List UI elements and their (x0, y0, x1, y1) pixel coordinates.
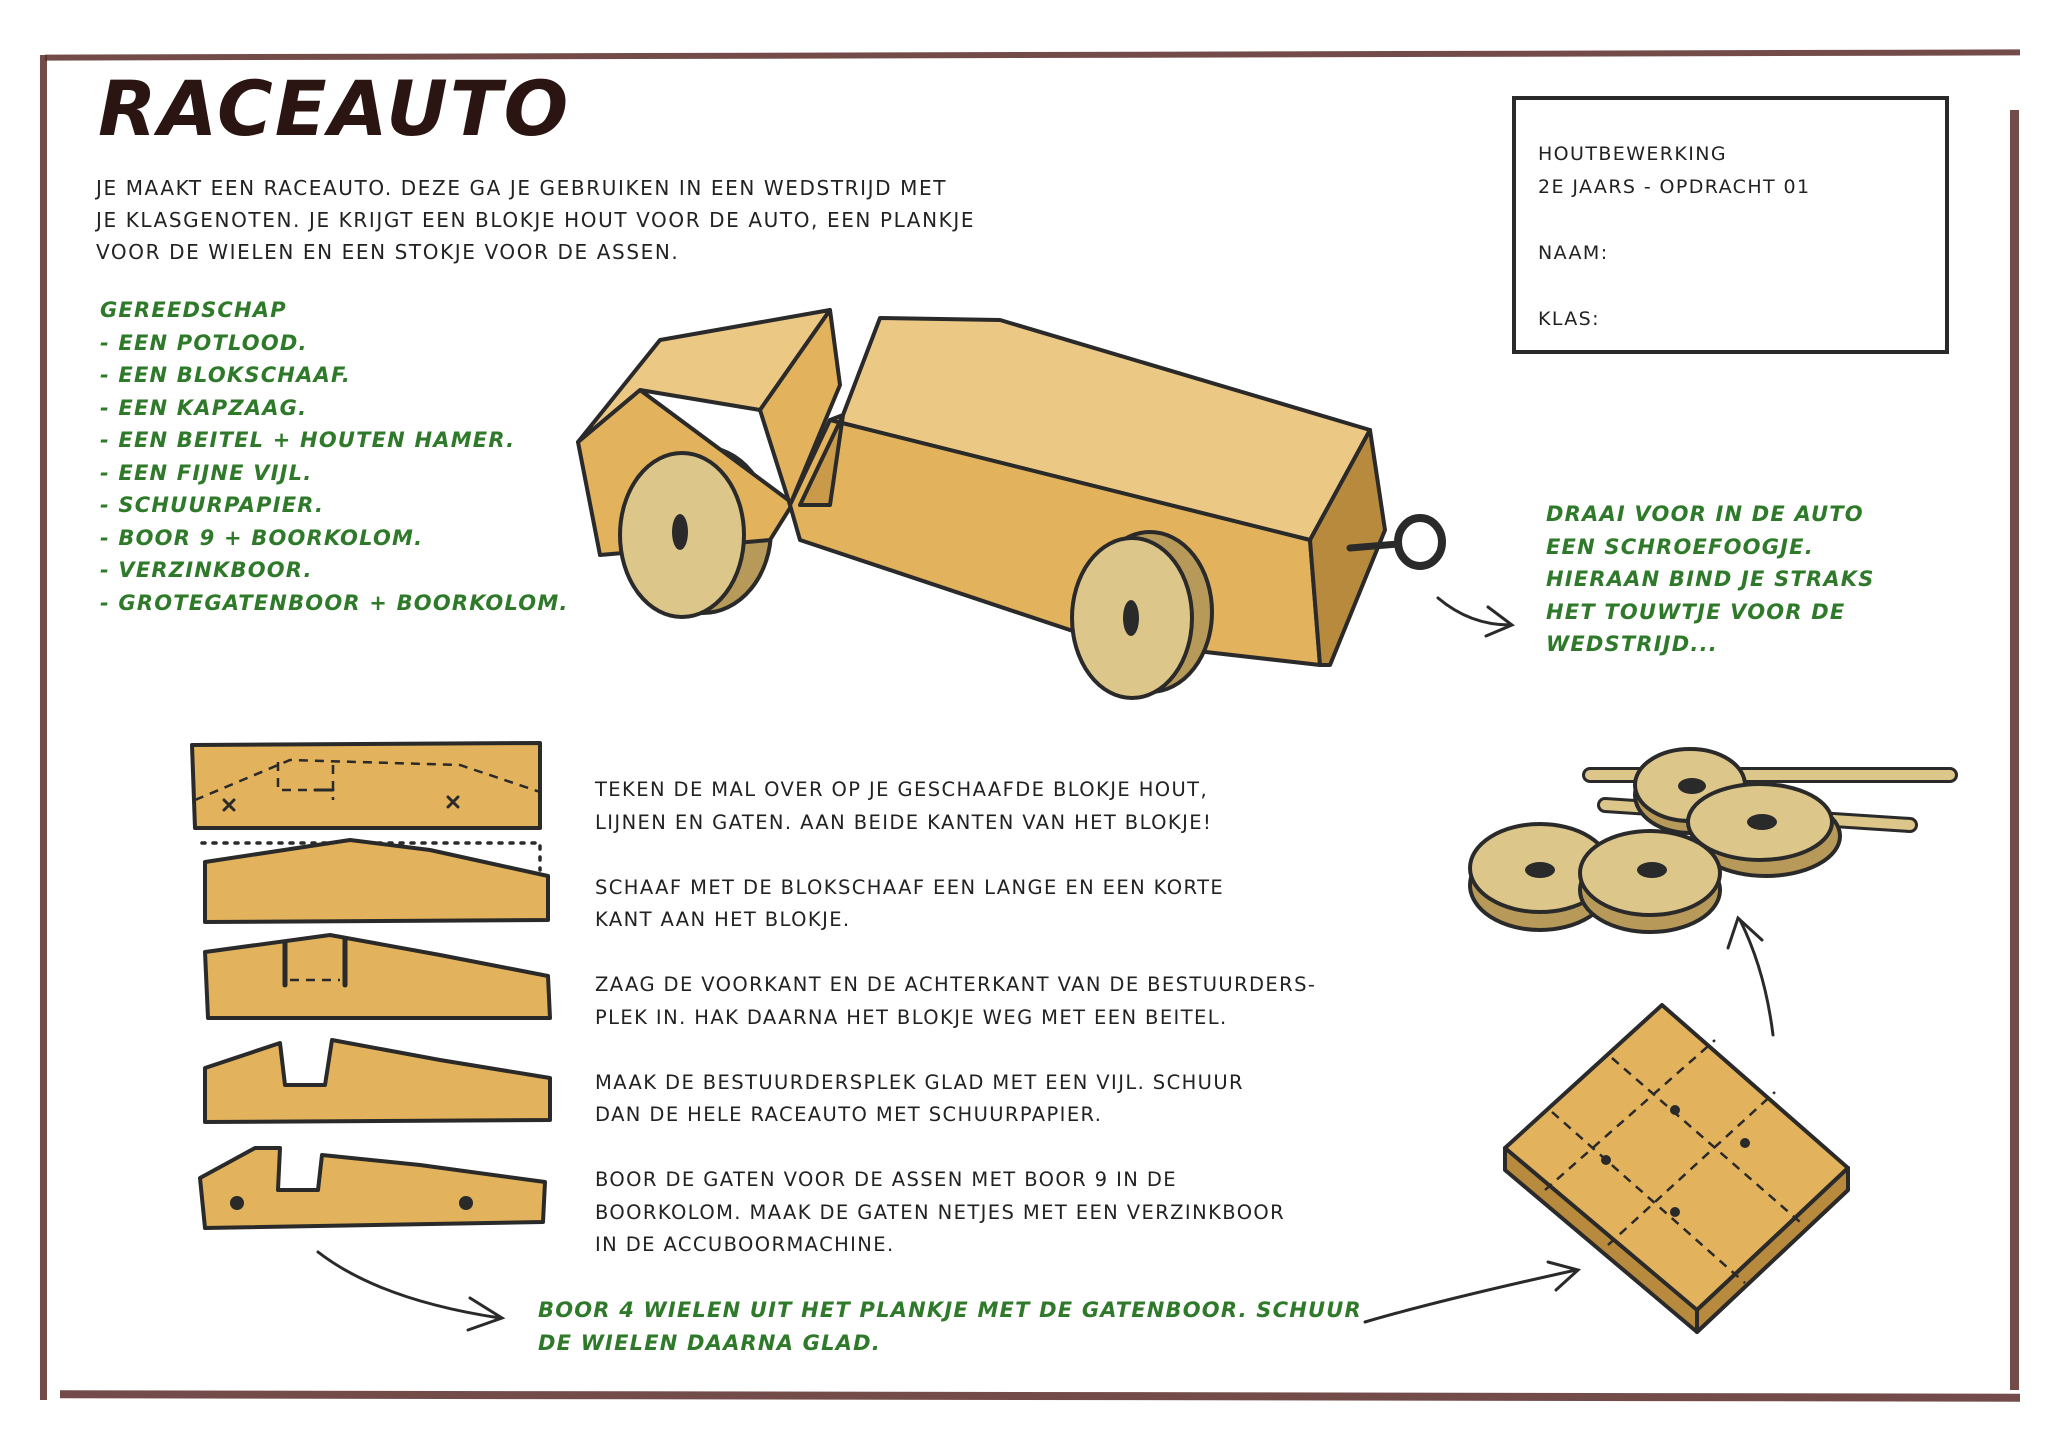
car-rear-axle-hole (672, 514, 688, 550)
subject-label: HOUTBEWERKING (1538, 143, 1727, 165)
tool-item: - EEN FIJNE VIJL. (100, 460, 313, 485)
tool-item: - VERZINKBOOR. (100, 558, 313, 582)
intro-line: JE KLASGENOTEN. JE KRIJGT EEN BLOKJE HOUT VOOR DE AUTO, EEN PLANKJE (96, 208, 976, 232)
axle-hole-icon (230, 1196, 244, 1210)
car-front-axle-hole (1123, 600, 1139, 636)
step-line: BOORKOLOM. MAAK DE GATEN NETJES MET EEN VERZINKBOOR (595, 1200, 1286, 1224)
tool-item: - EEN BEITEL + HOUTEN HAMER. (100, 428, 516, 452)
step2-planed-block-illustration (202, 840, 548, 922)
tools-heading: GEREEDSCHAP (100, 298, 287, 322)
step-5 (595, 1164, 1355, 1262)
step-line: ZAAG DE VOORKANT EN DE ACHTERKANT VAN DE BESTUURDERS- (595, 973, 1317, 996)
arrow-icon (318, 1252, 502, 1330)
step-line: DAN DE HELE RACEAUTO MET SCHUURPAPIER. (595, 1103, 1103, 1126)
axle-hole-icon (459, 1196, 473, 1210)
tool-item: - EEN POTLOOD. (100, 330, 308, 355)
plank-illustration (1505, 1005, 1848, 1332)
instruction-steps (595, 774, 1355, 1294)
race-car-illustration (578, 310, 1442, 698)
name-field-label: NAAM: (1538, 242, 1609, 264)
step4-cutout-illustration (205, 1040, 550, 1122)
intro-line: VOOR DE WIELEN EN EEN STOKJE VOOR DE ASSEN. (96, 240, 680, 264)
screw-note-line: EEN SCHROEFOOGJE. (1546, 534, 1814, 559)
screw-note-line: HIERAAN BIND JE STRAKS (1546, 567, 1875, 591)
wheels-note-line: DE WIELEN DAARNA GLAD. (538, 1330, 881, 1355)
screw-note-line: HET TOUWTJE VOOR DE (1546, 599, 1846, 624)
step-line: BOOR DE GATEN VOOR DE ASSEN MET BOOR 9 IN DE (595, 1168, 1177, 1191)
tool-item: - EEN KAPZAAG. (100, 395, 308, 420)
step-line: MAAK DE BESTUURDERSPLEK GLAD MET EEN VIJL. SCHUUR (595, 1070, 1244, 1094)
wheels-and-axles-illustration (1470, 749, 1950, 932)
step-3 (595, 969, 1355, 1034)
tool-item: - SCHUURPAPIER. (100, 493, 325, 517)
step5-drilled-illustration (200, 1148, 545, 1228)
screw-note-line: WEDSTRIJD... (1546, 632, 1718, 656)
tool-item: - BOOR 9 + BOORKOLOM. (100, 525, 424, 550)
step1-block-illustration (192, 743, 540, 828)
wheels-note-line: BOOR 4 WIELEN UIT HET PLANKJE MET DE GATENBOOR. SCHUUR (538, 1298, 1362, 1322)
step-line: IN DE ACCUBOORMACHINE. (595, 1233, 895, 1256)
step3-saw-lines-illustration (205, 935, 550, 1018)
class-field-label: KLAS: (1538, 308, 1600, 330)
screw-note-line: DRAAI VOOR IN DE AUTO (1546, 502, 1864, 526)
screw-eye-note (1546, 498, 1875, 661)
arrow-icon (1728, 918, 1773, 1035)
step-1 (595, 774, 1355, 839)
tool-item: - GROTEGATENBOOR + BOORKOLOM. (100, 590, 569, 615)
tool-item: - EEN BLOKSCHAAF. (100, 363, 352, 387)
page-title: RACEAUTO (98, 64, 571, 153)
step-line: LIJNEN EN GATEN. AAN BEIDE KANTEN VAN HET BLOKJE! (595, 810, 1213, 834)
arrow-icon (1365, 1262, 1578, 1322)
step-line: PLEK IN. HAK DAARNA HET BLOKJE WEG MET EEN BEITEL. (595, 1005, 1228, 1029)
arrow-icon (1438, 598, 1512, 636)
step-line: KANT AAN HET BLOKJE. (595, 908, 851, 931)
wheels-note (538, 1294, 1362, 1359)
step-4 (595, 1067, 1355, 1132)
step-line: SCHAAF MET DE BLOKSCHAAF EEN LANGE EN EEN KORTE (595, 875, 1225, 899)
assignment-label: 2E JAARS - OPDRACHT 01 (1538, 176, 1811, 198)
intro-line: JE MAAKT EEN RACEAUTO. DEZE GA JE GEBRUIKEN IN EEN WEDSTRIJD MET (96, 176, 948, 200)
step-2 (595, 872, 1355, 937)
step-line: TEKEN DE MAL OVER OP JE GESCHAAFDE BLOKJE HOUT, (595, 778, 1209, 801)
